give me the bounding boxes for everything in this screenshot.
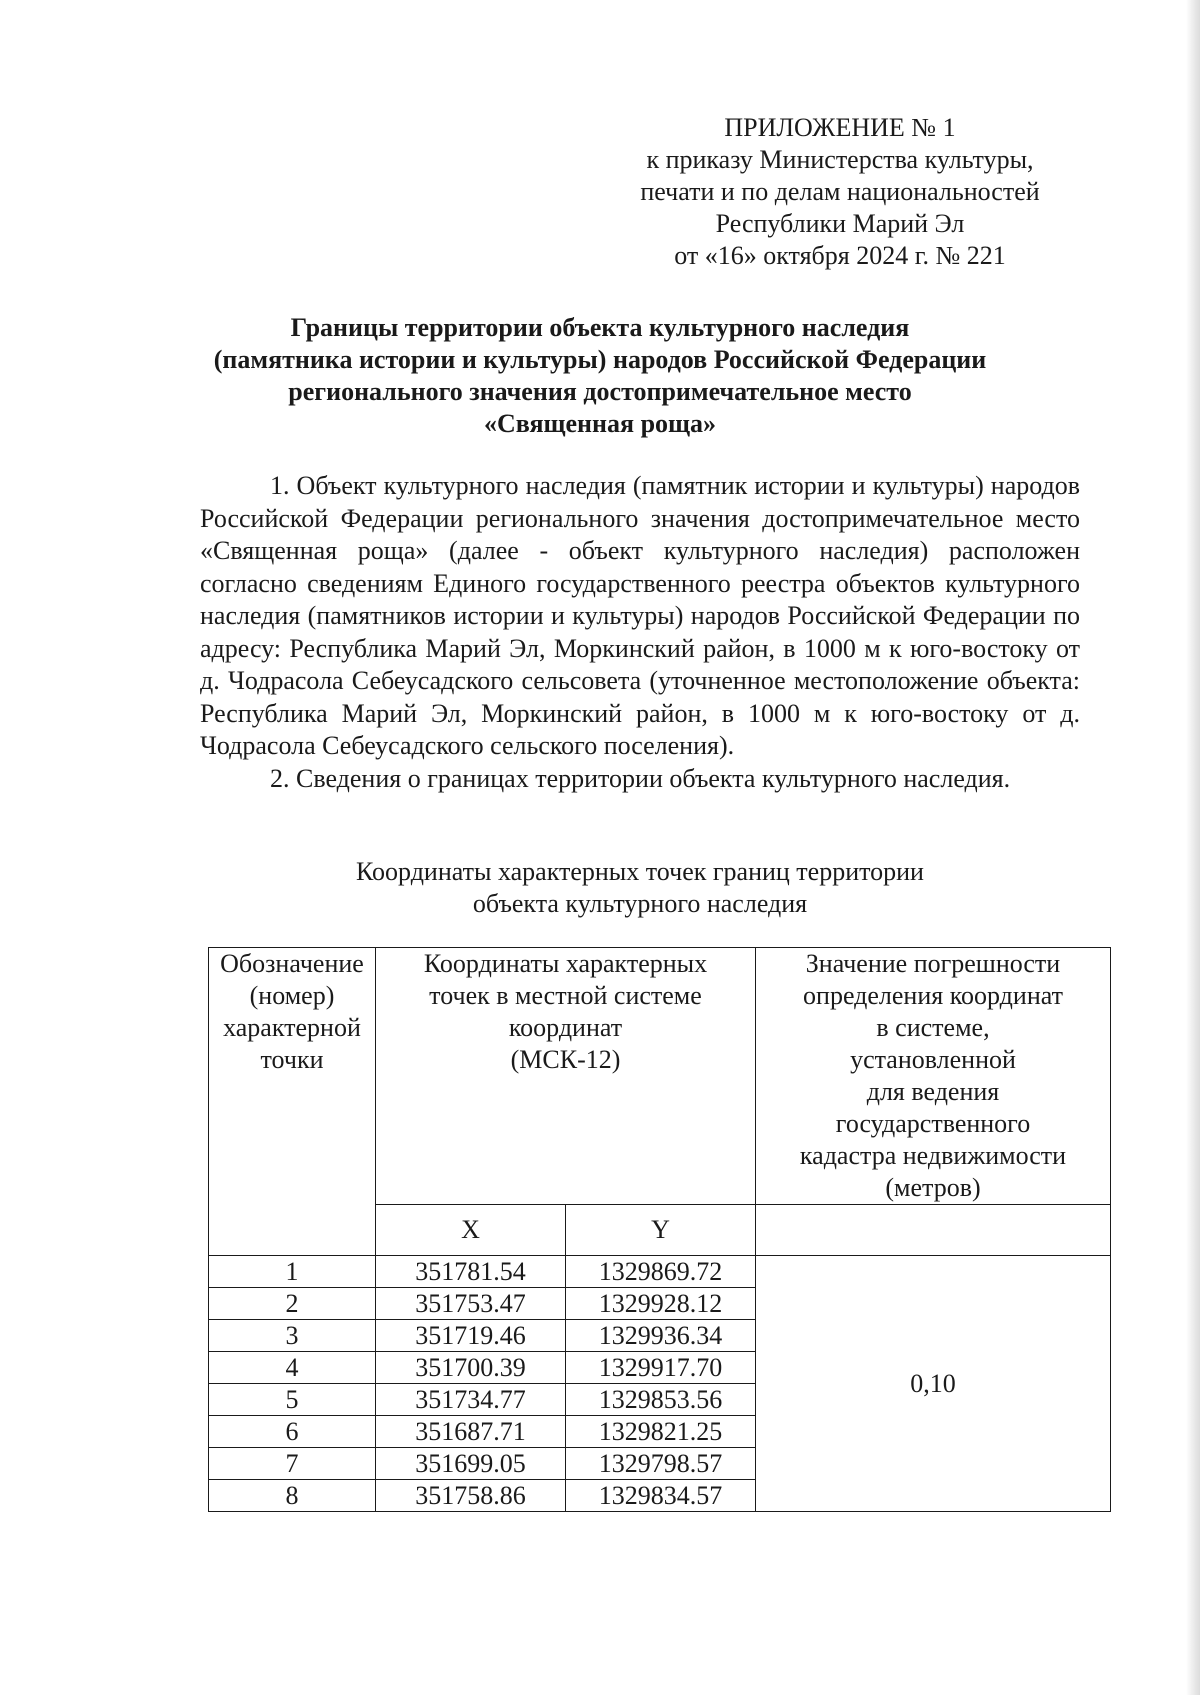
x-coordinate: 351753.47 [376, 1288, 566, 1320]
title-line: (памятника истории и культуры) народов Российской Федерации [213, 345, 987, 374]
header-coordinates [376, 948, 756, 1205]
header-accuracy-empty [756, 1205, 1111, 1256]
header-text: точек в местной системе [429, 981, 702, 1010]
header-text: координат [508, 1013, 623, 1042]
header-x: X [376, 1205, 566, 1256]
header-text: (МСК-12) [510, 1045, 621, 1074]
paragraph-2: 2. Сведения о границах территории объекта культурного наследия. [270, 763, 1011, 793]
caption-line: объекта культурного наследия [472, 889, 808, 918]
header-text: (номер) [249, 981, 335, 1010]
annex-date-line: от «16» октября 2024 г. № 221 [674, 241, 1006, 270]
x-coordinate: 351700.39 [376, 1352, 566, 1384]
annex-republic-line: Республики Марий Эл [715, 209, 965, 238]
header-y: Y [566, 1205, 756, 1256]
header-text: Координаты характерных [423, 949, 708, 978]
header-text: установленной [850, 1045, 1016, 1074]
annex-number: ПРИЛОЖЕНИЕ № 1 [724, 113, 956, 142]
title-line: регионального значения достопримечательное место [288, 377, 912, 406]
header-text: определения координат [803, 981, 1063, 1010]
header-text: точки [260, 1045, 324, 1074]
header-text: (метров) [885, 1173, 981, 1202]
point-number: 1 [209, 1256, 376, 1288]
annex-header [560, 112, 1120, 272]
header-point-number [209, 948, 376, 1256]
table-caption [200, 856, 1080, 920]
annex-ministry-line: печати и по делам национальностей [640, 177, 1040, 206]
y-coordinate: 1329853.56 [566, 1384, 756, 1416]
x-coordinate: 351758.86 [376, 1480, 566, 1512]
scan-edge-shadow [1186, 0, 1200, 1695]
title-line: Границы территории объекта культурного наследия [290, 313, 910, 342]
y-coordinate: 1329936.34 [566, 1320, 756, 1352]
table-row [209, 1256, 1111, 1288]
point-number: 4 [209, 1352, 376, 1384]
title-line: «Священная роща» [484, 409, 716, 438]
y-coordinate: 1329917.70 [566, 1352, 756, 1384]
point-number: 7 [209, 1448, 376, 1480]
point-number: 6 [209, 1416, 376, 1448]
header-text: Обозначение [220, 949, 364, 978]
header-text: Значение погрешности [805, 949, 1061, 978]
document-title [100, 312, 1100, 440]
x-coordinate: 351699.05 [376, 1448, 566, 1480]
caption-line: Координаты характерных точек границ территории [356, 857, 924, 886]
y-coordinate: 1329821.25 [566, 1416, 756, 1448]
x-coordinate: 351781.54 [376, 1256, 566, 1288]
y-coordinate: 1329798.57 [566, 1448, 756, 1480]
header-text: государственного [835, 1109, 1031, 1138]
annex-order-line: к приказу Министерства культуры, [646, 145, 1034, 174]
header-text: в системе, [876, 1013, 990, 1042]
body-text [200, 470, 1080, 795]
point-number: 5 [209, 1384, 376, 1416]
y-coordinate: 1329928.12 [566, 1288, 756, 1320]
header-text: для ведения [866, 1077, 1000, 1106]
accuracy-value: 0,10 [756, 1256, 1111, 1512]
header-accuracy [756, 948, 1111, 1205]
point-number: 3 [209, 1320, 376, 1352]
y-coordinate: 1329869.72 [566, 1256, 756, 1288]
x-coordinate: 351687.71 [376, 1416, 566, 1448]
y-coordinate: 1329834.57 [566, 1480, 756, 1512]
paragraph-1: 1. Объект культурного наследия (памятник истории и культуры) народов Российской Федерации регионального значения достопримечательное место «Священная роща» (далее - объект культурного наследия) расположен согласно сведениям Единого государственного реестра объектов культурного наследия (памятников истории и культуры) народов Российской Федерации по адресу: Республика Марий Эл, Моркинский район, в 1000 м к юго-востоку от д. Чодрасола Себеусадского сельсовета (уточненное местоположение объекта: Республика Марий Эл, Моркинский район, в 1000 м к юго-востоку от д. Чодрасола Себеусадского сельского поселения). [200, 471, 1080, 760]
coordinates-table [208, 947, 1111, 1512]
point-number: 2 [209, 1288, 376, 1320]
point-number: 8 [209, 1480, 376, 1512]
x-coordinate: 351734.77 [376, 1384, 566, 1416]
header-text: кадастра недвижимости [799, 1141, 1067, 1170]
header-text: характерной [223, 1013, 361, 1042]
x-coordinate: 351719.46 [376, 1320, 566, 1352]
